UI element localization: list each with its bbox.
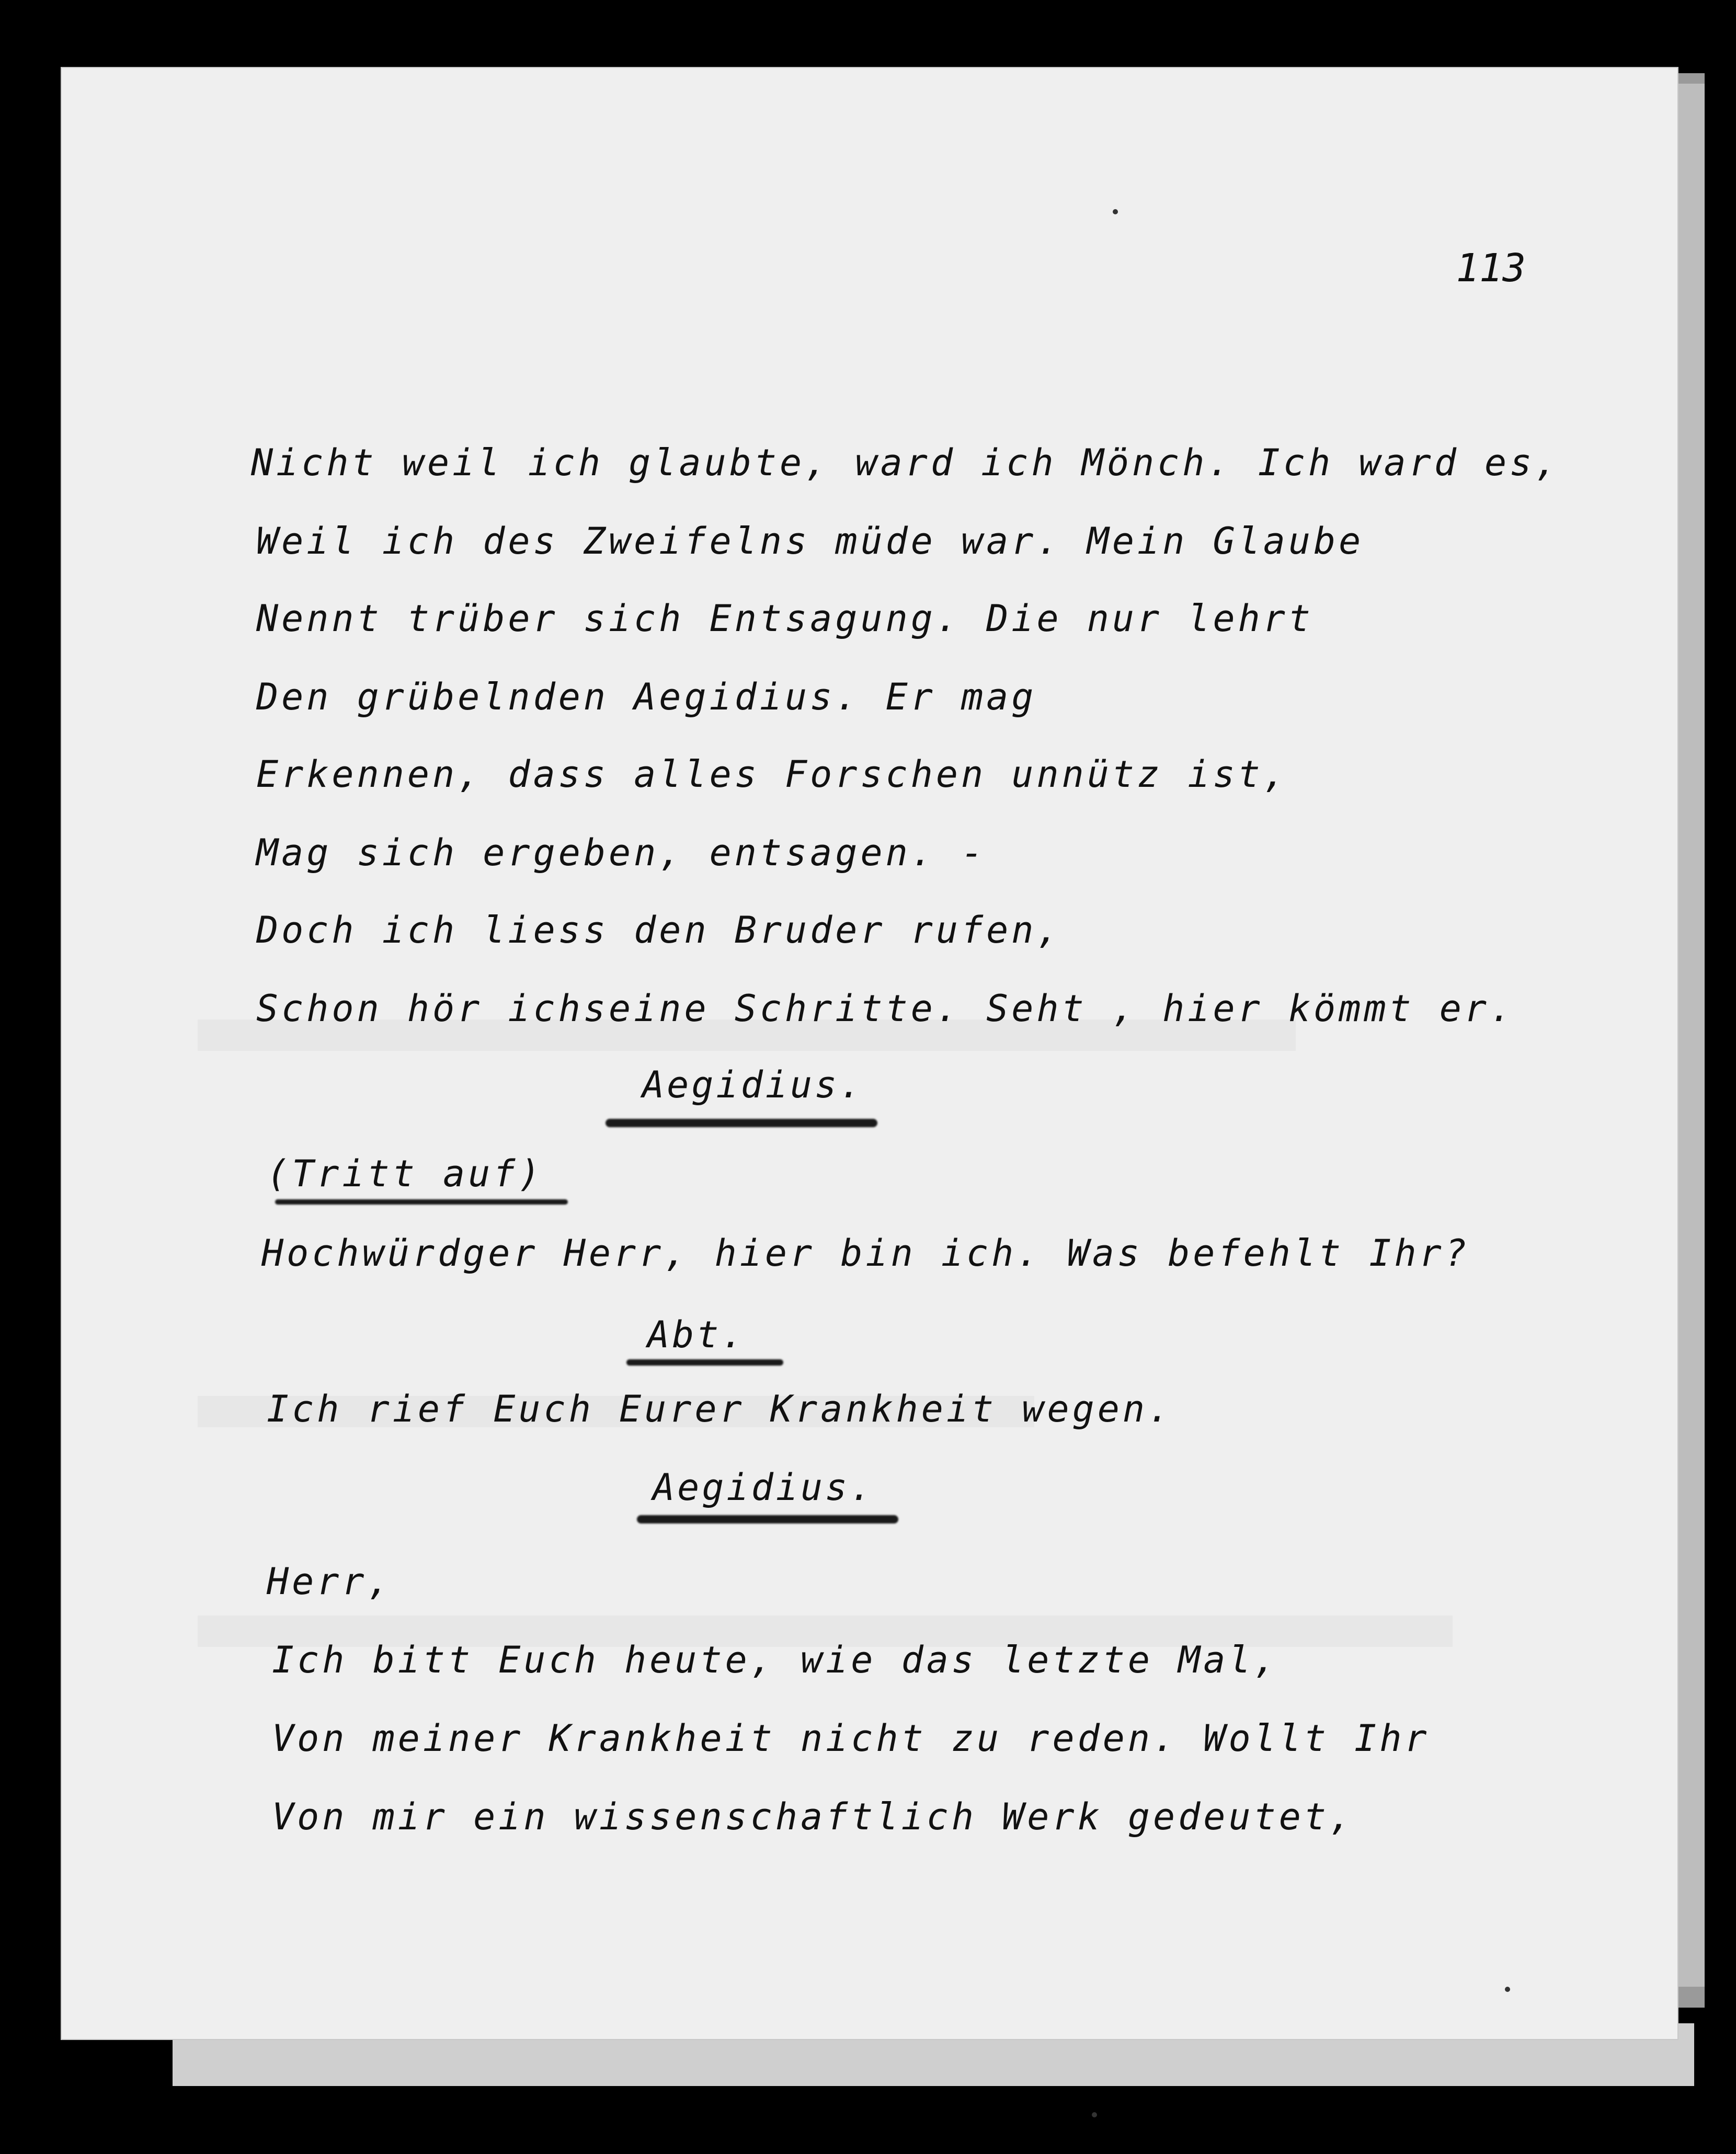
typescript-page bbox=[62, 68, 1677, 2039]
stage-direction-underline bbox=[275, 1199, 568, 1205]
verse-line: Von meiner Krankheit nicht zu reden. Wollt Ihr bbox=[272, 1717, 1430, 1760]
speaker-name: Abt. bbox=[647, 1313, 746, 1356]
verse-line: Hochwürdger Herr, hier bin ich. Was befehlt Ihr? bbox=[261, 1232, 1470, 1275]
play-text bbox=[62, 68, 1677, 2039]
verse-line: Von mir ein wissenschaftlich Werk gedeutet, bbox=[272, 1795, 1355, 1838]
speaker-name: Aegidius. bbox=[653, 1466, 875, 1509]
speaker-underline bbox=[637, 1515, 898, 1523]
speaker-name: Aegidius. bbox=[642, 1063, 864, 1106]
stage-direction: (Tritt auf) bbox=[267, 1152, 544, 1195]
verse-line: Den grübelnden Aegidius. Er mag bbox=[256, 675, 1037, 718]
paper-speck bbox=[1092, 2112, 1097, 2117]
verse-line: Herr, bbox=[267, 1560, 393, 1603]
verse-line: Schon hör ichseine Schritte. Seht , hier kömmt er. bbox=[256, 987, 1515, 1030]
speaker-underline bbox=[626, 1359, 783, 1366]
verse-line: Ich bitt Euch heute, wie das letzte Mal, bbox=[272, 1639, 1279, 1681]
verse-line: Weil ich des Zweifelns müde war. Mein Glaube bbox=[256, 520, 1364, 563]
speaker-underline bbox=[606, 1119, 877, 1127]
verse-line: Mag sich ergeben, entsagen. - bbox=[256, 831, 987, 874]
paper-speck bbox=[1505, 1987, 1510, 1992]
verse-line: Doch ich liess den Bruder rufen, bbox=[256, 909, 1062, 952]
page-number: 113 bbox=[1456, 246, 1526, 291]
verse-line: Nennt trüber sich Entsagung. Die nur lehrt bbox=[256, 597, 1314, 640]
verse-line: Nicht weil ich glaubte, ward ich Mönch. Ich ward es, bbox=[251, 441, 1560, 484]
verse-line: Ich rief Euch Eurer Krankheit wegen. bbox=[267, 1388, 1173, 1430]
paper-speck bbox=[1113, 209, 1118, 214]
verse-line: Erkennen, dass alles Forschen unnütz ist, bbox=[256, 753, 1288, 796]
